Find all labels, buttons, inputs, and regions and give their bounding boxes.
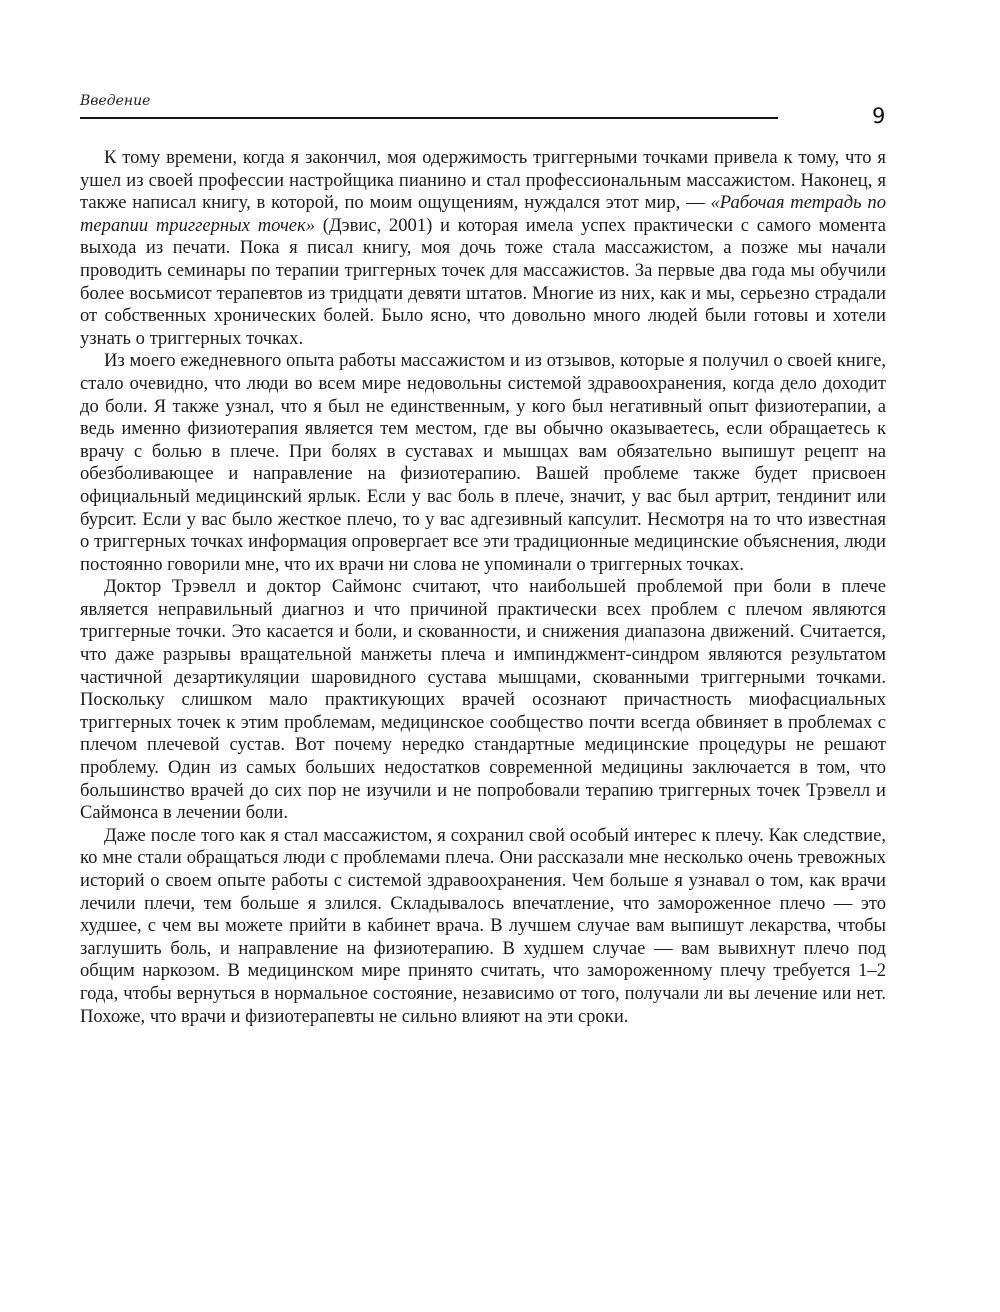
paragraph-1 bbox=[80, 147, 886, 350]
paragraph-1-text-end: (Дэвис, 2001) и которая имела успех практически с самого момента выхода из печати. Пока я писал книгу, моя дочь тоже стала массажистом, а позже мы начали проводить семинары по терапии триггерных точек для массажистов. За первые два года мы обучили более восьмисот терапевтов из тридцати девяти штатов. Многие из них, как и мы, серьезно страдали от собственных хронических болей. Было ясно, что довольно много людей были готовы и хотели узнать о триггерных точках. bbox=[80, 214, 886, 349]
paragraph-4: Даже после того как я стал массажистом, я сохранил свой особый интерес к плечу. Как следствие, ко мне стали обращаться люди с проблемами плеча. Они рассказали мне несколько очень тревожных историй о своем опыте работы с системой здравоохранения. Чем больше я узнавал о том, как врачи лечили плечи, тем больше я злился. Складывалось впечатление, что замороженное плечо — это худшее, с чем вы можете прийти в кабинет врача. В лучшем случае вам выпишут лекарства, чтобы заглушить боль, и направление на физиотерапию. В худшем случае — вам вывихнут плечо под общим наркозом. В медицинском мире принято считать, что замороженному плечу требуется 1–2 года, чтобы вернуться в нормальное состояние, независимо от того, получали ли вы лечение или нет. Похоже, что врачи и физиотерапевты не сильно влияют на эти сроки. bbox=[80, 824, 886, 1027]
running-head-section-title: Введение bbox=[80, 93, 151, 109]
paragraph-3: Доктор Трэвелл и доктор Саймонс считают, что наибольшей проблемой при боли в плече является неправильный диагноз и что причиной практически всех проблем с плечом являются триггерные точки. Это касается и боли, и скованности, и снижения диапазона движений. Считается, что даже разрывы вращательной манжеты плеча и импинджмент-синдром являются результатом частичной дезартикуляции шаровидного сустава мышцами, скованными триггерными точками. Поскольку слишком мало практикующих врачей осознают причастность миофасциальных триггерных точек к этим проблемам, медицинское сообщество почти всегда обвиняет в проблемах с плечом плечевой сустав. Вот почему нередко стандартные медицинские процедуры не решают проблему. Один из самых больших недостатков современной медицины заключается в том, что большинство врачей до сих пор не изучили и не попробовали терапию триггерных точек Трэвелл и Саймонса в лечении боли. bbox=[80, 576, 886, 824]
header-rule bbox=[80, 117, 778, 119]
book-title-italic: «Рабочая тетрадь по терапии триггерных точек» bbox=[80, 192, 886, 236]
paragraph-1-text-start: К тому времени, когда я закончил, моя одержимость триггерными точками привела к тому, что я ушел из своей профессии настройщика пианино и стал профессиональным массажистом. Наконец, я также написал книгу, в которой, по моим ощущениям, нуждался этот мир, — bbox=[80, 147, 886, 214]
page-number: 9 bbox=[872, 104, 886, 128]
paragraph-2: Из моего ежедневного опыта работы массажистом и из отзывов, которые я получил о своей книге, стало очевидно, что люди во всем мире недовольны системой здравоохранения, когда дело доходит до боли. Я также узнал, что я был не единственным, у кого был негативный опыт физиотерапии, а ведь именно физиотерапия является тем местом, где вы обычно оказываетесь, если обращаетесь к врачу с болью в плече. При болях в суставах и мышцах вам обязательно выпишут рецепт на обезболивающее и направление на физиотерапию. Вашей проблеме также будет присвоен официальный медицинский ярлык. Если у вас боль в плече, значит, у вас был артрит, тендинит или бурсит. Если у вас было жесткое плечо, то у вас адгезивный капсулит. Несмотря на то что известная о триггерных точках информация опровергает все эти традиционные медицинские объяснения, люди постоянно говорили мне, что их врачи ни слова не упоминали о триггерных точках. bbox=[80, 350, 886, 575]
body-text bbox=[80, 147, 886, 1028]
